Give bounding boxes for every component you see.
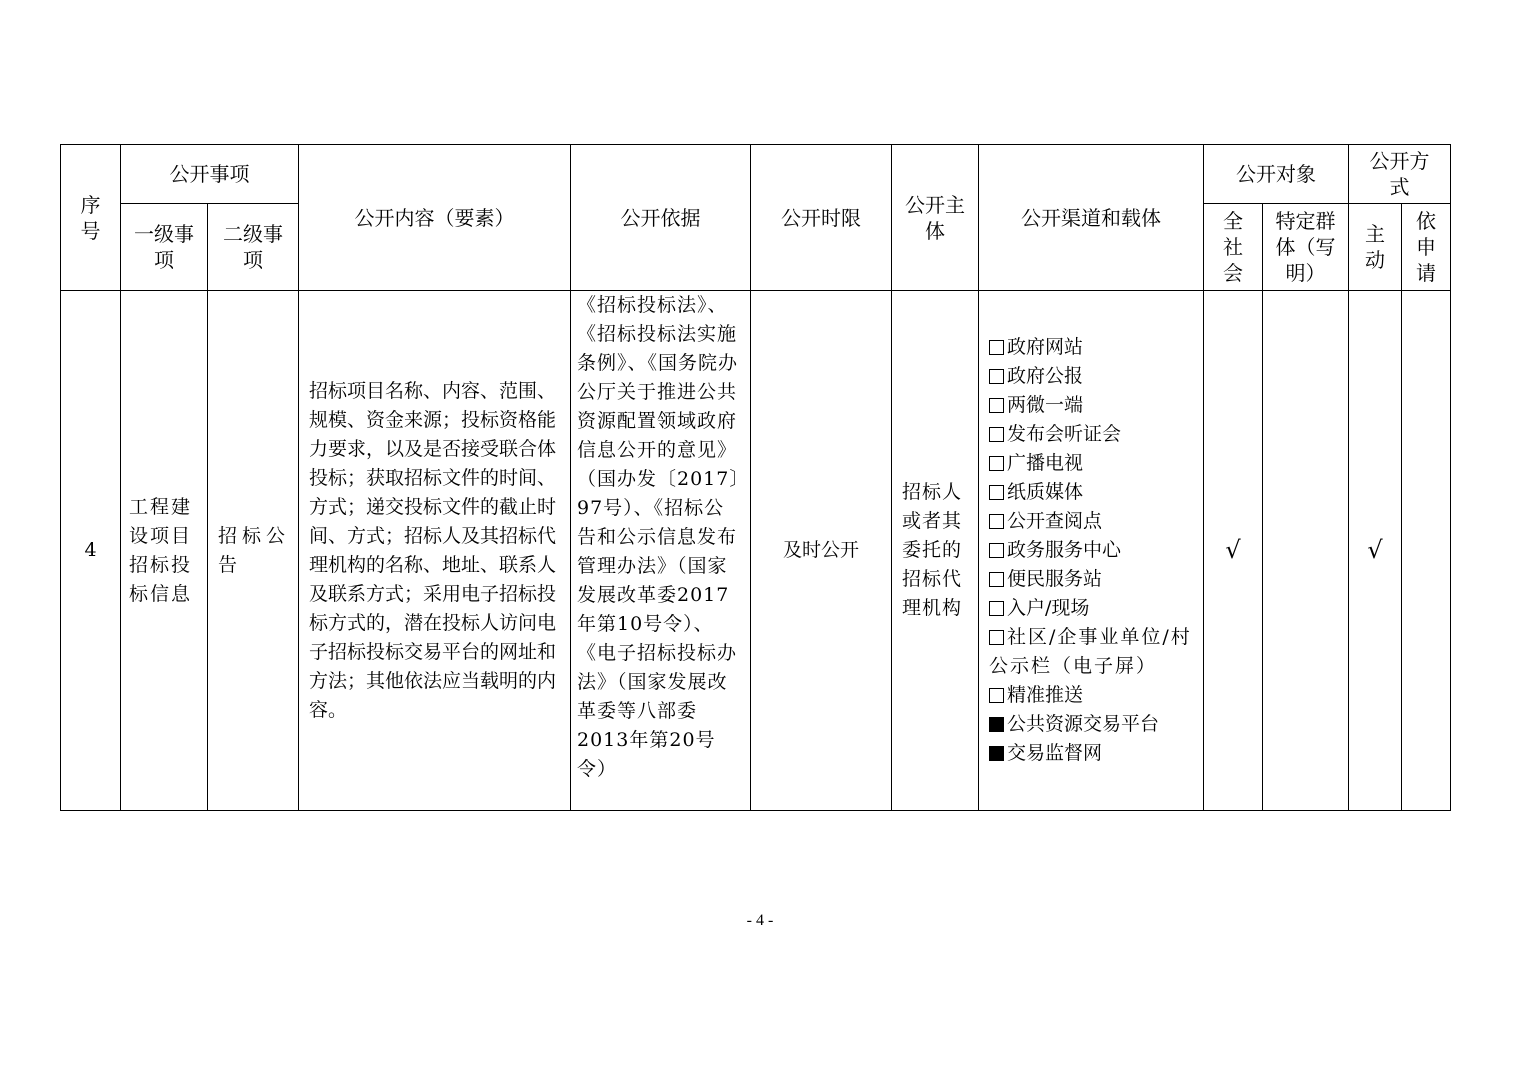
header-specific-group: 特定群体（写明） <box>1263 204 1349 291</box>
channel-item <box>989 391 1203 420</box>
page-number: - 4 - <box>746 912 774 929</box>
header-level2: 二级事项 <box>208 204 299 291</box>
channel-item <box>989 333 1203 362</box>
channel-label: 交易监督网 <box>1007 742 1103 764</box>
disclosure-table <box>60 144 1451 811</box>
channel-item <box>989 478 1203 507</box>
header-channels: 公开渠道和载体 <box>979 145 1204 291</box>
header-target: 公开对象 <box>1204 145 1349 204</box>
checked-box-icon <box>989 746 1004 761</box>
channel-label: 入户/现场 <box>1007 597 1090 619</box>
row-level1: 工程建设项目招标投标信息 <box>121 291 208 811</box>
channel-label: 精准推送 <box>1007 684 1084 706</box>
channel-item <box>989 507 1203 536</box>
channel-item <box>989 739 1203 768</box>
channel-list <box>979 333 1203 768</box>
unchecked-box-icon <box>989 398 1004 413</box>
header-method: 公开方式 <box>1349 145 1451 204</box>
row-seq: 4 <box>61 291 121 811</box>
header-subject: 公开主体 <box>892 145 979 291</box>
channel-item <box>989 362 1203 391</box>
header-basis: 公开依据 <box>571 145 751 291</box>
header-level1: 一级事项 <box>121 204 208 291</box>
unchecked-box-icon <box>989 340 1004 355</box>
channel-item <box>989 594 1203 623</box>
row-time-limit: 及时公开 <box>751 291 892 811</box>
header-seq: 序号 <box>61 145 121 291</box>
unchecked-box-icon <box>989 601 1004 616</box>
unchecked-box-icon <box>989 514 1004 529</box>
header-on-request: 依申请 <box>1402 204 1451 291</box>
channel-item <box>989 449 1203 478</box>
channel-item <box>989 420 1203 449</box>
row-specific-group <box>1263 291 1349 811</box>
unchecked-box-icon <box>989 688 1004 703</box>
channel-item <box>989 710 1203 739</box>
header-matters: 公开事项 <box>121 145 299 204</box>
row-basis: 《招标投标法》、《招标投标法实施条例》、《国务院办公厅关于推进公共资源配置领域政府信息公开的意见》（国办发〔2017〕97号）、《招标公告和公示信息发布管理办法》（国家发展改革委2017年第10号令）、《电子招标投标办法》（国家发展改革委等八部委2013年第20号令） <box>571 291 751 811</box>
row-level2: 招标公告 <box>208 291 299 811</box>
channel-label: 发布会听证会 <box>1007 423 1122 445</box>
unchecked-box-icon <box>989 543 1004 558</box>
unchecked-box-icon <box>989 630 1004 645</box>
row-active: √ <box>1349 291 1402 811</box>
channel-label: 公开查阅点 <box>1007 510 1103 532</box>
unchecked-box-icon <box>989 572 1004 587</box>
checked-box-icon <box>989 717 1004 732</box>
channel-label: 广播电视 <box>1007 452 1084 474</box>
channel-label: 政府公报 <box>1007 365 1084 387</box>
unchecked-box-icon <box>989 427 1004 442</box>
channel-label: 纸质媒体 <box>1007 481 1084 503</box>
unchecked-box-icon <box>989 485 1004 500</box>
channel-label: 两微一端 <box>1007 394 1084 416</box>
row-channels <box>979 291 1204 811</box>
channel-label: 社区/企事业单位/村公示栏（电子屏） <box>989 626 1192 677</box>
header-content: 公开内容（要素） <box>299 145 571 291</box>
channel-item <box>989 623 1194 681</box>
unchecked-box-icon <box>989 456 1004 471</box>
channel-item <box>989 536 1203 565</box>
channel-label: 政府网站 <box>1007 336 1084 358</box>
row-on-request <box>1402 291 1451 811</box>
header-whole-society: 全社会 <box>1204 204 1263 291</box>
row-subject: 招标人或者其委托的招标代理机构 <box>892 291 979 811</box>
header-time-limit: 公开时限 <box>751 145 892 291</box>
channel-item <box>989 565 1203 594</box>
row-content: 招标项目名称、内容、范围、规模、资金来源；投标资格能力要求，以及是否接受联合体投标；获取招标文件的时间、方式；递交投标文件的截止时间、方式；招标人及其招标代理机构的名称、地址、联系人及联系方式；采用电子招标投标方式的，潜在投标人访问电子招标投标交易平台的网址和方法；其他依法应当载明的内容。 <box>299 291 571 811</box>
header-active: 主动 <box>1349 204 1402 291</box>
unchecked-box-icon <box>989 369 1004 384</box>
channel-item <box>989 681 1203 710</box>
channel-label: 便民服务站 <box>1007 568 1103 590</box>
row-whole-society: √ <box>1204 291 1263 811</box>
channel-label: 公共资源交易平台 <box>1007 713 1160 735</box>
channel-label: 政务服务中心 <box>1007 539 1122 561</box>
